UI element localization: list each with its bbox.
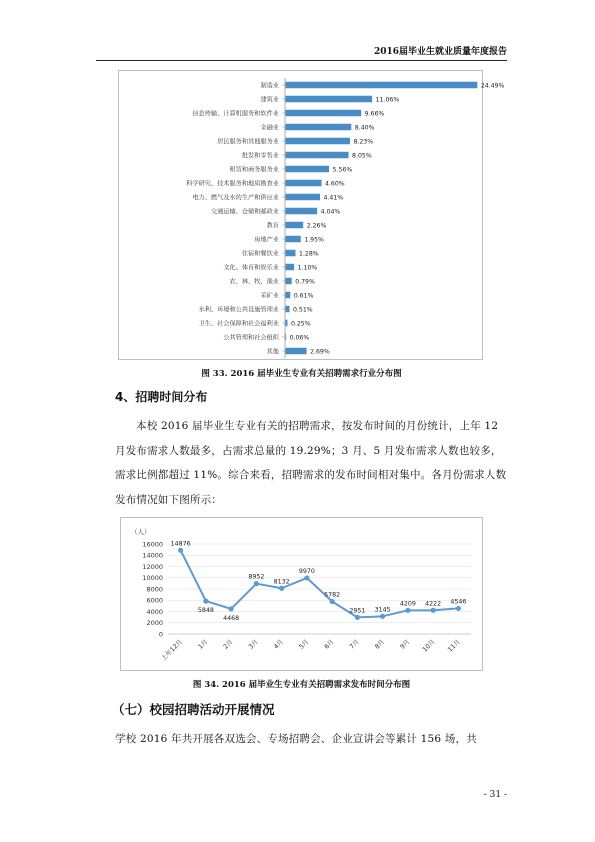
bar [286, 166, 330, 173]
bar-value-label: 5.56% [332, 166, 353, 174]
data-label: 4222 [425, 600, 442, 608]
section-heading-campus: （七）校园招聘活动开展情况 [112, 702, 275, 717]
data-label: 2951 [349, 607, 366, 615]
bar-value-label: 0.51% [292, 306, 313, 314]
bar-category-label: 建筑业 [260, 96, 279, 104]
data-label: 9970 [298, 567, 315, 575]
y-tick-label: 12000 [142, 562, 163, 571]
data-point [279, 586, 284, 591]
x-tick-label: 8月 [373, 638, 387, 651]
y-tick-label: 6000 [146, 596, 163, 605]
bar-value-label: 2.69% [310, 348, 330, 356]
bar-category-label: 卫生、社会保障和社会福利业 [198, 320, 279, 328]
bar [286, 82, 478, 89]
industry-bar-chart-svg [119, 71, 505, 359]
bar [286, 96, 373, 103]
y-tick-label: 8000 [146, 585, 163, 594]
bar [286, 264, 295, 271]
bar-value-label: 8.05% [352, 152, 372, 160]
figure-34-caption: 图 34. 2016 届毕业生专业有关招聘需求发布时间分布图 [192, 680, 411, 690]
bar-category-label: 农、林、牧、渔业 [229, 278, 279, 286]
bar [286, 152, 349, 159]
data-label: 4468 [223, 614, 240, 622]
y-tick-label: 0 [158, 630, 163, 639]
bar [286, 320, 288, 327]
bar-value-label: 1.28% [299, 250, 319, 258]
data-label: 8952 [248, 573, 265, 581]
bar [286, 306, 290, 313]
data-point [431, 608, 436, 613]
bar [286, 180, 322, 187]
bar-value-label: 24.49% [480, 82, 505, 90]
bar [286, 334, 287, 341]
bar-category-label: 科学研究、技术服务和地质勘查业 [186, 180, 279, 188]
monthly-line-chart-svg [121, 518, 482, 670]
bar-value-label: 4.04% [320, 208, 341, 216]
data-point [456, 606, 461, 611]
bar-value-label: 1.10% [297, 264, 318, 272]
paragraph-campus: 学校 2016 年共开展各双选会、专场招聘会、企业宣讲会等累计 156 场，共 [115, 733, 477, 745]
bar-category-label: 采矿业 [260, 292, 279, 300]
data-point [380, 614, 385, 619]
bar-category-label: 交通运输、仓储和邮政业 [210, 208, 279, 216]
data-label: 4209 [399, 600, 416, 608]
bar-category-label: 租赁和商务服务业 [229, 166, 279, 174]
data-point [178, 548, 183, 553]
bar-category-label: 其他 [266, 348, 279, 356]
x-tick-label: 3月 [247, 638, 260, 651]
y-tick-label: 4000 [146, 607, 163, 616]
bar-value-label: 8.40% [354, 124, 375, 132]
bar-value-label: 4.41% [323, 194, 344, 202]
x-tick-label: 1月 [197, 638, 210, 651]
bar [286, 124, 352, 131]
bar-category-label: 电力、燃气及水的生产和供应业 [192, 194, 279, 202]
industry-bar-chart [118, 70, 505, 360]
bar [286, 222, 304, 229]
bar-category-label: 信息传输、计算机服务和软件业 [192, 110, 279, 118]
y-axis-unit: （人） [131, 528, 151, 536]
data-point [330, 599, 335, 604]
report-title: 2016届毕业生就业质量年度报告 [373, 47, 507, 57]
bar [286, 278, 292, 285]
bar-value-label: 8.23% [353, 138, 374, 146]
page-number: - 31 - [483, 790, 507, 800]
x-tick-label: 5月 [298, 638, 311, 651]
data-label: 3145 [374, 606, 391, 614]
data-point [405, 608, 410, 613]
monthly-line-chart [120, 517, 483, 671]
data-label: 5848 [197, 607, 214, 615]
y-tick-label: 16000 [142, 540, 163, 549]
bar [286, 236, 301, 243]
x-tick-label: 4月 [272, 638, 286, 651]
x-tick-label: 9月 [399, 638, 412, 651]
paragraph-recruit-time: 本校 2016 届毕业生专业有关的招聘需求，按发布时间的月份统计，上年 12 月发布需求人数最多，占需求总量的 19.29%；3 月、5 月发布需求人数也较多，需求比例都超过 11%。综合来看，招聘需求的发布时间相对集中。各月份需求人数发布情况如下图所示： [115, 420, 507, 506]
bar-value-label: 11.06% [375, 96, 400, 104]
bar [286, 250, 296, 257]
bar-category-label: 公共管理和社会组织 [223, 334, 279, 342]
data-label: 14876 [170, 540, 191, 548]
bar [286, 110, 362, 117]
bar [286, 348, 307, 355]
data-label: 5782 [324, 591, 341, 599]
bar-value-label: 9.66% [364, 110, 385, 118]
section-heading-recruit-time: 4、招聘时间分布 [115, 390, 208, 404]
x-tick-label: 6月 [323, 638, 336, 651]
bar [286, 208, 318, 215]
bar [286, 292, 291, 299]
data-point [203, 599, 208, 604]
bar-category-label: 房地产业 [254, 236, 279, 244]
bar-category-label: 制造业 [260, 82, 279, 90]
bar [286, 194, 321, 201]
x-tick-label: 上年12月 [160, 638, 185, 663]
bar-value-label: 0.79% [295, 278, 315, 286]
bar-value-label: 0.06% [289, 334, 310, 342]
bar-category-label: 住宿和餐饮业 [241, 250, 279, 258]
data-point [304, 575, 309, 580]
bar-category-label: 金融业 [260, 124, 279, 132]
x-tick-label: 7月 [348, 638, 361, 651]
bar-value-label: 0.61% [293, 292, 314, 300]
bar-category-label: 文化、体育和娱乐业 [223, 264, 279, 272]
bar-category-label: 批发和零售业 [241, 152, 279, 160]
bar-category-label: 水利、环境和公共设施管理业 [198, 306, 279, 314]
y-tick-label: 10000 [142, 574, 163, 583]
bar-value-label: 2.26% [306, 222, 327, 230]
data-point [254, 581, 259, 586]
data-label: 4546 [450, 598, 467, 606]
x-tick-label: 10月 [421, 638, 437, 654]
bar [286, 138, 350, 145]
data-point [229, 606, 234, 611]
bar-category-label: 居民服务和其他服务业 [217, 138, 279, 146]
x-tick-label: 11月 [446, 638, 462, 654]
bar-value-label: 1.95% [304, 236, 324, 244]
bar-value-label: 0.25% [290, 320, 311, 328]
page-header [96, 46, 507, 61]
bar-category-label: 教育 [266, 222, 279, 230]
data-label: 8132 [273, 578, 290, 586]
x-tick-label: 2月 [222, 638, 235, 651]
y-tick-label: 14000 [142, 551, 163, 560]
figure-33-caption: 图 33. 2016 届毕业生专业有关招聘需求行业分布图 [201, 369, 402, 379]
series-line [181, 550, 459, 617]
bar-value-label: 4.60% [325, 180, 345, 188]
y-tick-label: 2000 [146, 619, 163, 628]
data-point [355, 615, 360, 620]
